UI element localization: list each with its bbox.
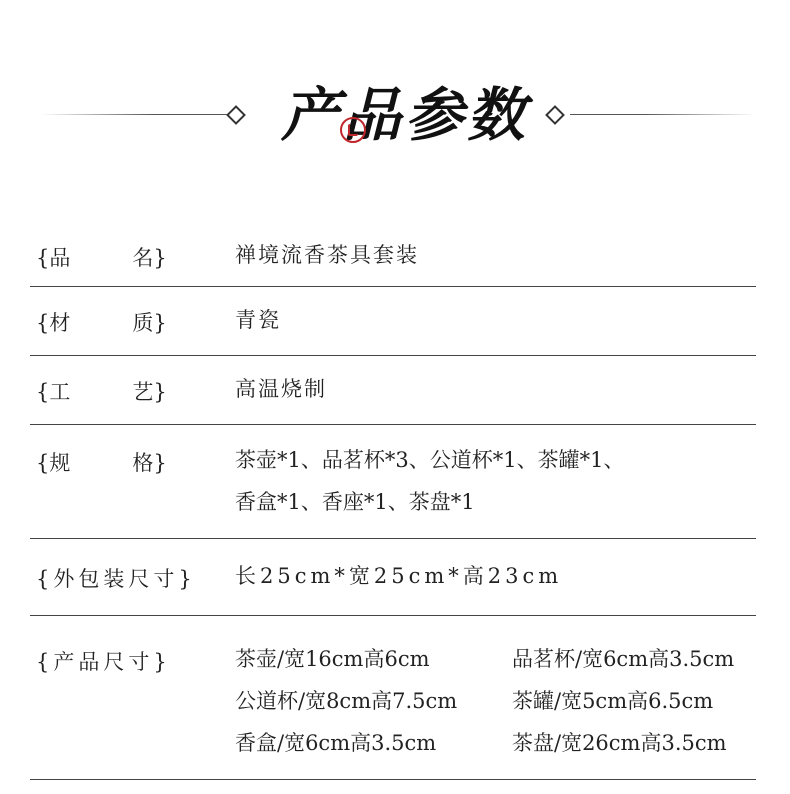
spec-row-craft [30, 356, 756, 425]
label-char: 质 [132, 311, 154, 335]
spec-value: 长25cm*宽25cm*高23cm [235, 564, 563, 588]
spec-row-specification [30, 425, 756, 539]
size-item: 茶盘/宽26cm高3.5cm [512, 731, 727, 755]
diamond-ornament-left-icon [226, 105, 246, 125]
diamond-ornament-right-icon [545, 105, 565, 125]
spec-row-product-size [30, 616, 756, 780]
page-title: 产品参数 [280, 81, 529, 149]
label-text: 产品尺寸 [53, 650, 154, 674]
label-char: 材 [49, 311, 71, 335]
spec-row-material [30, 287, 756, 356]
brace-close: } [178, 567, 196, 591]
size-item: 茶壶/宽16cm高6cm [235, 647, 430, 671]
red-seal-icon [340, 117, 366, 143]
spec-label [36, 242, 167, 272]
label-char: 名 [132, 246, 154, 270]
brace-close: } [153, 246, 167, 270]
section-header [0, 60, 790, 170]
brace-close: } [153, 380, 167, 404]
spec-value: 禅境流香茶具套装 [235, 243, 419, 267]
size-item: 品茗杯/宽6cm高3.5cm [512, 647, 735, 671]
spec-row-package-size [30, 539, 756, 616]
header-rule-left [40, 114, 228, 115]
brace-open: { [36, 311, 50, 335]
label-char: 格 [132, 451, 154, 475]
spec-label [36, 646, 171, 676]
spec-row-name [30, 232, 756, 287]
spec-value-line-2: 香盒*1、香座*1、茶盘*1 [235, 490, 475, 514]
brace-open: { [36, 246, 50, 270]
label-char: 规 [49, 451, 71, 475]
brace-close: } [153, 650, 171, 674]
brace-open: { [36, 567, 54, 591]
label-char: 艺 [132, 380, 154, 404]
spec-label [36, 307, 167, 337]
label-text: 外包装尺寸 [53, 567, 179, 591]
spec-label [36, 563, 196, 593]
label-char: 品 [49, 246, 71, 270]
spec-value: 青瓷 [235, 308, 281, 332]
spec-value: 高温烧制 [235, 377, 327, 401]
size-item: 公道杯/宽8cm高7.5cm [235, 689, 458, 713]
spec-value-line-1: 茶壶*1、品茗杯*3、公道杯*1、茶罐*1、 [235, 448, 625, 472]
spec-label [36, 376, 167, 406]
brace-close: } [153, 451, 167, 475]
label-char: 工 [49, 380, 71, 404]
size-item: 香盒/宽6cm高3.5cm [235, 731, 437, 755]
brace-open: { [36, 380, 50, 404]
spec-label [36, 447, 167, 477]
brace-close: } [153, 311, 167, 335]
brace-open: { [36, 650, 54, 674]
header-rule-right [570, 114, 755, 115]
size-item: 茶罐/宽5cm高6.5cm [512, 689, 714, 713]
brace-open: { [36, 451, 50, 475]
